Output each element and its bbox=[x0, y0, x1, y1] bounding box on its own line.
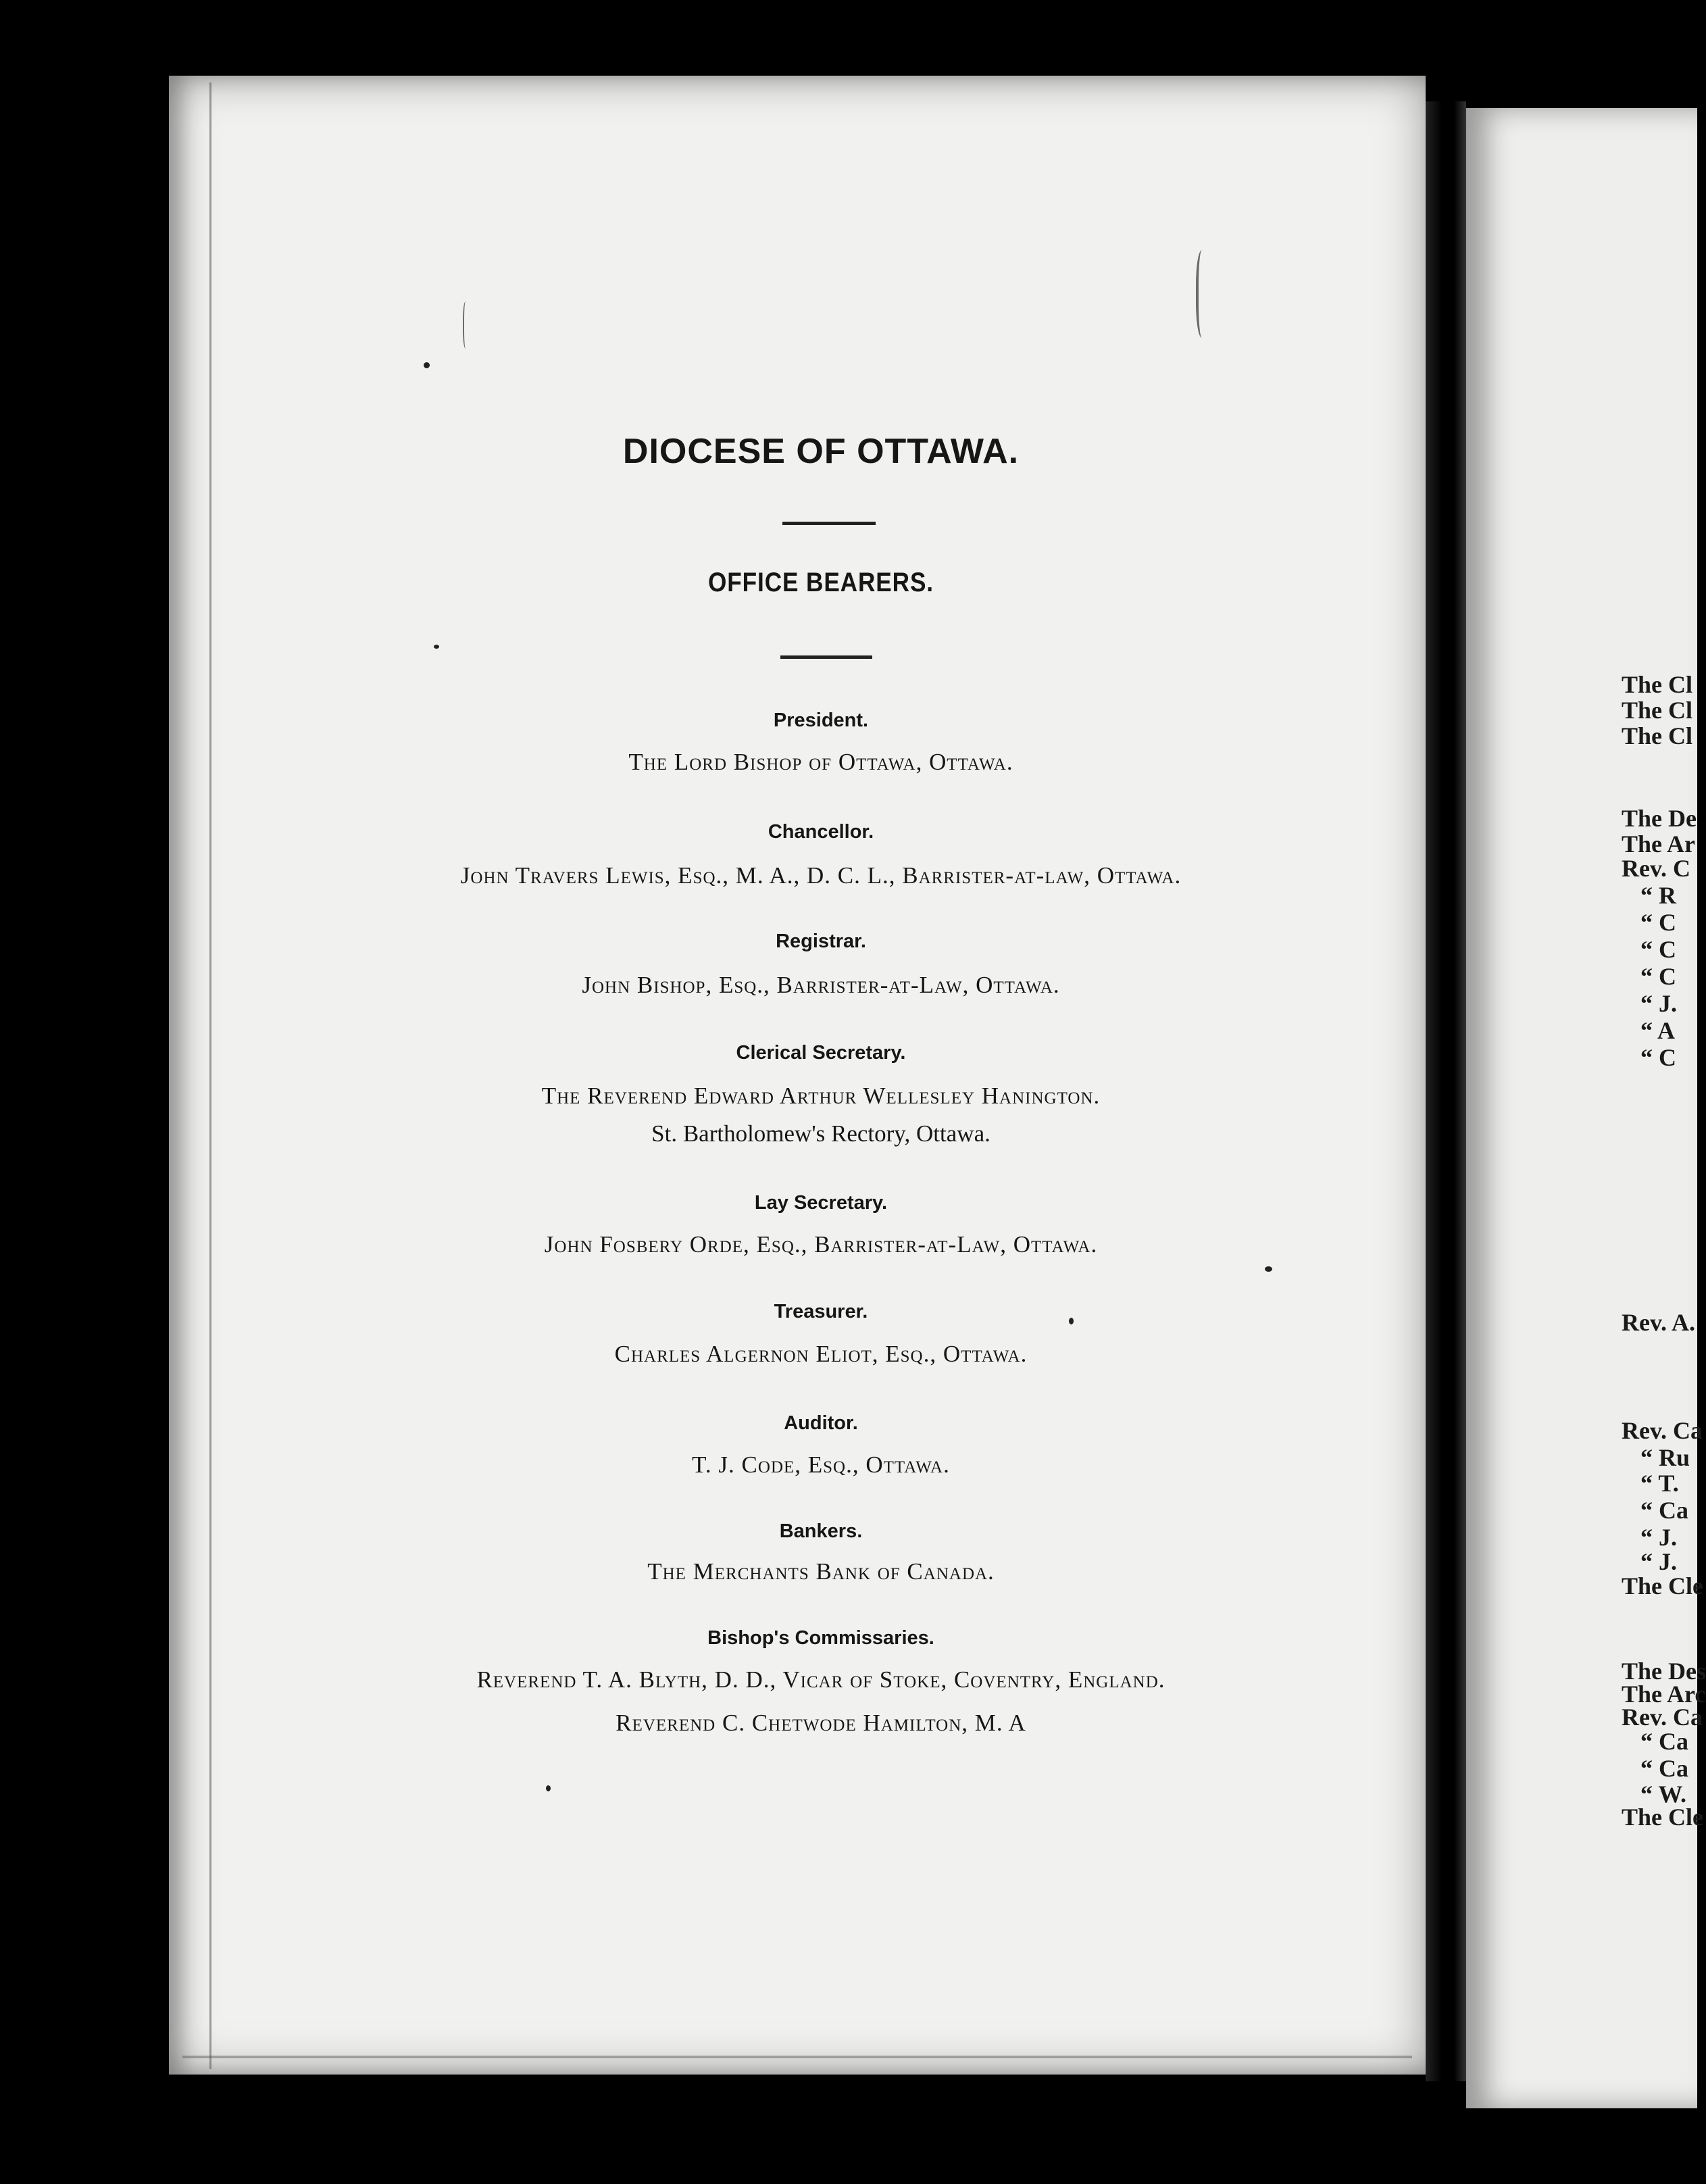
facing-page-fragment: “ J. bbox=[1640, 990, 1677, 1017]
section-heading-clerical-secretary: Clerical Secretary. bbox=[736, 1042, 906, 1064]
facing-page-fragment: The Cl bbox=[1622, 671, 1693, 698]
section-heading-bankers: Bankers. bbox=[779, 1520, 863, 1542]
section-heading-bishops-commissaries: Bishop's Commissaries. bbox=[707, 1627, 934, 1649]
page-border-line bbox=[209, 82, 211, 2069]
section-heading-chancellor: Chancellor. bbox=[768, 821, 874, 843]
scan-scratch bbox=[463, 301, 470, 349]
scan-speck bbox=[1265, 1266, 1272, 1272]
facing-page-fragment: “ A bbox=[1640, 1017, 1676, 1044]
facing-page-fragment: Rev. Ca bbox=[1622, 1704, 1703, 1731]
document-subtitle: OFFICE BEARERS. bbox=[708, 568, 934, 597]
facing-page-fragment: “ J. bbox=[1640, 1524, 1677, 1551]
section-line-president bbox=[0, 749, 1642, 776]
section-heading-lay-secretary: Lay Secretary. bbox=[754, 1192, 888, 1214]
facing-page-fragment: The Des bbox=[1622, 1658, 1706, 1685]
facing-page-fragment: The Arc bbox=[1622, 1681, 1706, 1708]
section-line-lay-secretary bbox=[0, 1231, 1642, 1258]
office-bearer-text: John Travers Lewis, Esq., M. A., D. C. L., Barrister-at-law, Ottawa. bbox=[460, 862, 1182, 889]
section-line-chancellor bbox=[0, 862, 1642, 889]
office-bearer-text: St. Bartholomew's Rectory, Ottawa. bbox=[651, 1120, 990, 1147]
facing-page-fragment: Rev. Ca bbox=[1622, 1417, 1703, 1444]
facing-page-fragment: “ Ca bbox=[1640, 1728, 1688, 1755]
subtitle-divider bbox=[780, 655, 872, 659]
facing-page-fragment: The Ar bbox=[1622, 830, 1696, 858]
facing-page-fragment: “ T. bbox=[1640, 1470, 1679, 1497]
facing-page-fragment: The Cle bbox=[1622, 1804, 1703, 1831]
scan-speck bbox=[434, 645, 439, 649]
facing-page-fragment: “ Ru bbox=[1640, 1444, 1690, 1471]
facing-page-fragment: “ R bbox=[1640, 882, 1676, 909]
section-line-commissary-1 bbox=[0, 1666, 1642, 1693]
office-bearer-text: Charles Algernon Eliot, Esq., Ottawa. bbox=[614, 1341, 1028, 1367]
section-heading-treasurer: Treasurer. bbox=[774, 1301, 868, 1322]
facing-page-fragment: “ C bbox=[1640, 909, 1676, 936]
section-line-bankers bbox=[0, 1558, 1642, 1585]
facing-page-fragment: “ C bbox=[1640, 1044, 1676, 1071]
facing-page-fragment: “ Ca bbox=[1640, 1755, 1688, 1782]
section-line-commissary-2 bbox=[0, 1710, 1642, 1737]
facing-page-fragment: The Cl bbox=[1622, 697, 1693, 724]
facing-page-fragment: “ C bbox=[1640, 963, 1676, 990]
section-line-auditor bbox=[0, 1451, 1642, 1479]
section-line-clerical-secretary-address bbox=[0, 1120, 1642, 1147]
facing-page-fragment: The Cle bbox=[1622, 1572, 1703, 1599]
facing-page-fragment: Rev. A. bbox=[1622, 1309, 1696, 1336]
left-page bbox=[169, 76, 1426, 2075]
facing-page-fragment: The De bbox=[1622, 805, 1697, 832]
facing-page-fragment: “ Ca bbox=[1640, 1497, 1688, 1524]
scan-speck bbox=[546, 1785, 551, 1791]
section-heading-president: President. bbox=[773, 710, 869, 731]
office-bearer-text: Reverend T. A. Blyth, D. D., Vicar of Stoke, Coventry, England. bbox=[476, 1666, 1165, 1693]
section-line-treasurer bbox=[0, 1341, 1642, 1368]
page-border-line bbox=[182, 2056, 1412, 2058]
facing-page-fragment: The Cl bbox=[1622, 722, 1693, 749]
office-bearer-text: John Fosbery Orde, Esq., Barrister-at-Law, Ottawa. bbox=[544, 1231, 1098, 1258]
facing-page-fragment: Rev. C bbox=[1622, 855, 1690, 882]
facing-page-fragment: “ W. bbox=[1640, 1781, 1687, 1808]
title-divider bbox=[782, 522, 876, 525]
document-title: DIOCESE OF OTTAWA. bbox=[622, 432, 1020, 471]
office-bearer-text: T. J. Code, Esq., Ottawa. bbox=[692, 1451, 950, 1478]
office-bearer-text: The Reverend Edward Arthur Wellesley Hanington. bbox=[541, 1083, 1101, 1109]
scan-speck bbox=[424, 362, 430, 368]
office-bearer-text: Reverend C. Chetwode Hamilton, M. A bbox=[616, 1710, 1026, 1736]
section-heading-auditor: Auditor. bbox=[784, 1412, 858, 1434]
office-bearer-text: John Bishop, Esq., Barrister-at-Law, Ottawa. bbox=[582, 972, 1060, 998]
scan-scratch bbox=[1196, 250, 1211, 338]
facing-page-fragment: “ J. bbox=[1640, 1548, 1677, 1575]
section-line-clerical-secretary bbox=[0, 1083, 1642, 1110]
facing-page-fragment: “ C bbox=[1640, 936, 1676, 963]
office-bearer-text: The Merchants Bank of Canada. bbox=[647, 1558, 995, 1585]
section-heading-registrar: Registrar. bbox=[776, 930, 866, 952]
section-line-registrar bbox=[0, 972, 1642, 999]
office-bearer-text: The Lord Bishop of Ottawa, Ottawa. bbox=[628, 749, 1013, 775]
